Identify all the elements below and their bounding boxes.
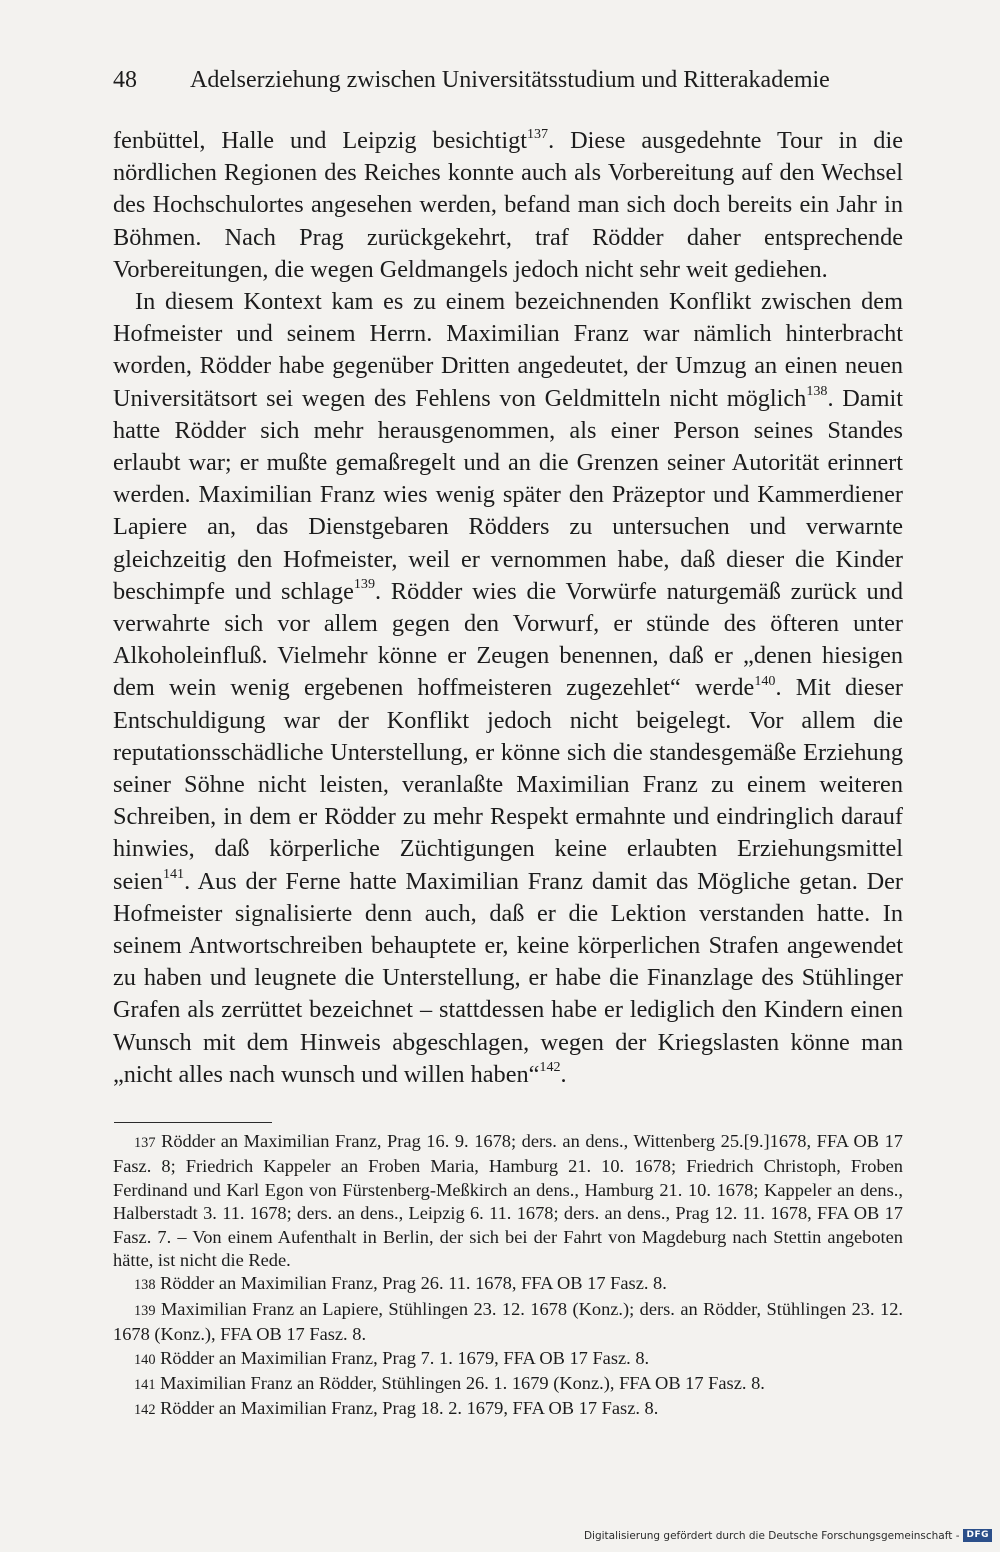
footnote-number: 142 (134, 1402, 156, 1419)
digitization-credit (584, 1529, 992, 1542)
footnotes (113, 1130, 903, 1423)
footnote-text: Rödder an Maximilian Franz, Prag 7. 1. 1679, FFA OB 17 Fasz. 8. (160, 1347, 650, 1368)
footnote-137 (113, 1130, 903, 1272)
footnote-ref-138[interactable]: 138 (806, 383, 828, 400)
footnote-number: 138 (134, 1277, 156, 1294)
footnote-number: 141 (134, 1377, 156, 1394)
footnote-139 (113, 1298, 903, 1347)
footnote-142 (113, 1397, 903, 1422)
paragraph-1: fenbüttel, Halle und Leipzig besichtigt$^{137}$. Diese ausgedehnte Tour in die nördlichen Regionen des Reiches konnte auch als Vorbereitung auf den Wechsel des Hochschulortes angesehen werden, befand man sich doch bereits ein Jahr in Böhmen. Nach Prag zurückgekehrt, traf Rödder daher entsprechende Vorbereitungen, die wegen Geldmangels jedoch nicht sehr weit gediehen. (113, 125, 903, 283)
running-title: Adelserziehung zwischen Universitätsstudium und Ritterakademie (190, 67, 830, 93)
footnote-ref-137[interactable]: 137 (526, 125, 549, 142)
footnote-ref-140[interactable]: 140 (754, 672, 776, 689)
credit-text: Digitalisierung gefördert durch die Deutsche Forschungsgemeinschaft - (583, 1529, 960, 1542)
footnote-141 (113, 1372, 903, 1397)
page-number: 48 (113, 67, 137, 93)
footnote-text: Maximilian Franz an Lapiere, Stühlingen 23. 12. 1678 (Konz.); ders. an Rödder, Stühlingen 23. 12. 1678 (Konz.), FFA OB 17 Fasz. 8. (113, 1298, 903, 1345)
footnote-number: 140 (134, 1351, 156, 1368)
footnote-text: Rödder an Maximilian Franz, Prag 18. 2. 1679, FFA OB 17 Fasz. 8. (160, 1398, 659, 1419)
footnote-ref-142[interactable]: 142 (539, 1059, 561, 1076)
main-text (113, 125, 903, 1091)
footnote-140 (113, 1347, 903, 1372)
footnote-number: 137 (134, 1135, 156, 1151)
footnote-text: Rödder an Maximilian Franz, Prag 26. 11. 1678, FFA OB 17 Fasz. 8. (160, 1273, 667, 1294)
footnote-ref-139[interactable]: 139 (353, 576, 375, 593)
footnote-text: Rödder an Maximilian Franz, Prag 16. 9. 1678; ders. an dens., Wittenberg 25.[9.]1678, FFA OB 17 Fasz. 8; Friedrich Kappeler an Froben Maria, Hamburg 21. 10. 1678; Friedrich Christoph, Froben Ferdinand und Karl Egon von Fürstenberg-Meßkirch an dens., Hamburg 21. 10. 1678; Kappeler an dens., Halberstadt 3. 11. 1678; ders. an dens., Leipzig 6. 11. 1678; ders. an dens., Prag 12. 11. 1678, FFA OB 17 Fasz. 7. – Von einem Aufenthalt in Berlin, der sich bei der Fahrt von Magdeburg nach Stettin angeboten hätte, ist nicht die Rede. (113, 1131, 903, 1271)
running-header (113, 62, 903, 98)
footnote-ref-141[interactable]: 141 (162, 866, 185, 883)
footnote-number: 139 (134, 1302, 156, 1319)
dfg-logo[interactable]: DFG (963, 1529, 992, 1542)
paragraph-2: In diesem Kontext kam es zu einem bezeichnenden Konflikt zwischen dem Hofmeister und seinem Herrn. Maximilian Franz war nämlich hinterbracht worden, Rödder habe gegenüber Dritten angedeutet, der Umzug an einen neuen Universitätsort sei wegen des Fehlens von Geldmitteln nicht möglich$^{138}$. Damit hatte Rödder sich mehr herausgenommen, als einer Person seines Standes erlaubt war; er mußte gemaßregelt und an die Grenzen seiner Autorität erinnert werden. Maximilian Franz wies wenig später den Präzeptor und Kammerdiener Lapiere an, das Dienstgebaren Rödders zu untersuchen und verwarnte gleichzeitig den Hofmeister, weil er vernommen habe, daß dieser die Kinder beschimpfe und schlage$^{139}$. Rödder wies die Vorwürfe naturgemäß zurück und verwahrte sich vor allem gegen den Vorwurf, er stünde des öfteren unter Alkoholeinfluß. Vielmehr könne er Zeugen benennen, daß er „denen hiesigen dem wein wenig ergebenen hoffmeisteren zugezehlet“ werde$^{140}$. Mit dieser Entschuldigung war der Konflikt jedoch nicht beigelegt. Vor allem die reputationsschädliche Unterstellung, er könne sich die standesgemäße Erziehung seiner Söhne nicht leisten, veranlaßte Maximilian Franz zu einem weiteren Schreiben, in dem er Rödder zu mehr Respekt ermahnte und eindringlich darauf hinwies, daß körperliche Züchtigungen keine erlaubten Erziehungsmittel seien$^{141}$. Aus der Ferne hatte Maximilian Franz damit das Mögliche getan. Der Hofmeister signalisierte denn auch, daß er die Lektion verstanden hatte. In seinem Antwortschreiben behauptete er, keine körperlichen Strafen angewendet zu haben und leugnete die Unterstellung, er habe die Finanzlage des Stühlinger Grafen als zerrüttet bezeichnet – stattdessen habe er lediglich den Kindern einen Wunsch mit dem Hinweis abgeschlagen, wegen der Kriegslasten könne man „nicht alles nach wunsch und willen haben“$^{142}$. (113, 288, 904, 1088)
footnote-text: Maximilian Franz an Rödder, Stühlingen 26. 1. 1679 (Konz.), FFA OB 17 Fasz. 8. (160, 1373, 765, 1394)
footnote-separator (114, 1122, 272, 1123)
footnote-138 (113, 1272, 903, 1297)
